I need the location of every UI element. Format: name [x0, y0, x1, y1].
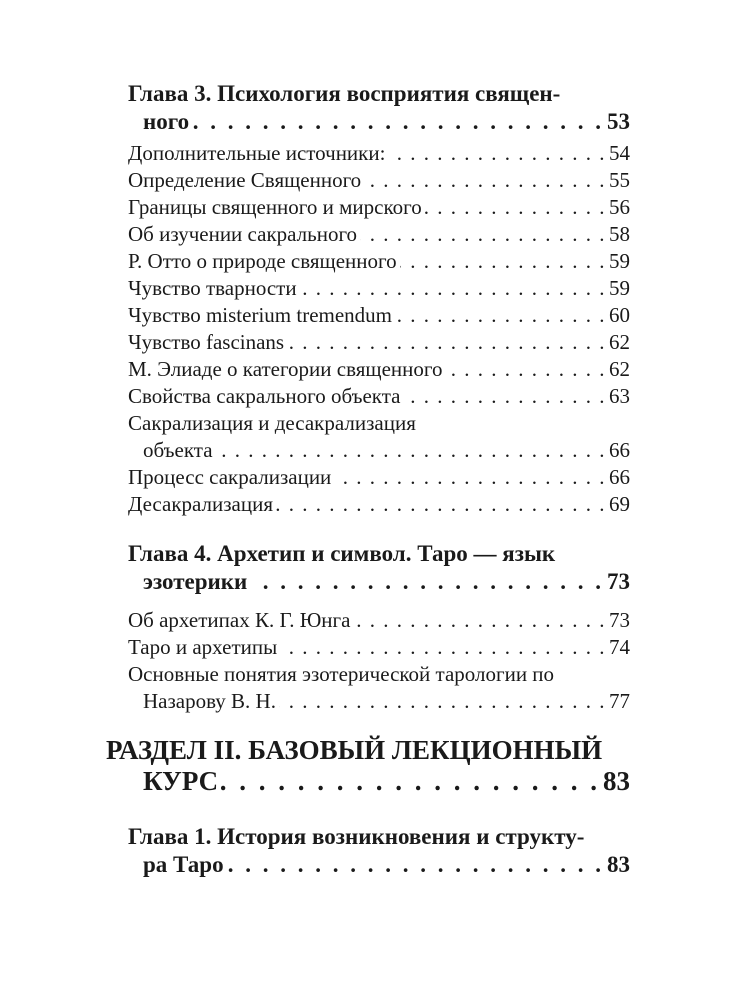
- toc-title: ра Таро: [143, 852, 224, 877]
- dot-leader: [388, 140, 606, 167]
- dot-leader: [425, 194, 606, 221]
- toc-page: 83: [607, 852, 630, 877]
- dot-leader: [360, 221, 606, 248]
- toc-entry[interactable]: [128, 221, 630, 248]
- toc-entry[interactable]: [128, 329, 630, 356]
- toc-title: Дополнительные источники:: [128, 141, 386, 165]
- dot-leader: [192, 108, 604, 136]
- dot-leader: [300, 275, 606, 302]
- toc-title: Глава 4. Архетип и символ. Таро — язык: [128, 541, 556, 566]
- toc-section-2[interactable]: [106, 735, 630, 797]
- toc-page: 66: [609, 465, 630, 489]
- toc-title: Границы священного и мирского: [128, 195, 422, 219]
- toc-entry[interactable]: [128, 491, 630, 518]
- dot-leader: [280, 634, 606, 661]
- dot-leader: [353, 607, 606, 634]
- toc-chapter-4-entries: [128, 607, 630, 715]
- toc-entry[interactable]: [128, 464, 630, 491]
- toc-page: 55: [609, 168, 630, 192]
- toc-title: КУРС: [143, 766, 219, 796]
- dot-leader: [276, 491, 606, 518]
- toc-title: Основные понятия эзотерической тарологии по: [128, 662, 555, 686]
- dot-leader: [250, 568, 604, 596]
- toc-entry-sacralization[interactable]: [128, 410, 630, 464]
- dot-leader: [279, 688, 606, 715]
- dot-leader: [364, 167, 606, 194]
- toc-page: 60: [609, 303, 630, 327]
- toc-title: Глава 1. История возникновения и структу-: [128, 824, 585, 849]
- toc-entry[interactable]: [128, 607, 630, 634]
- toc-entry[interactable]: [128, 140, 630, 167]
- toc-page: 83: [603, 766, 630, 796]
- toc-title: Глава 3. Психология восприятия священ-: [128, 81, 561, 106]
- toc-page: 56: [609, 195, 630, 219]
- dot-leader: [400, 248, 606, 275]
- toc-page: 54: [609, 141, 630, 165]
- toc-line: [128, 108, 630, 136]
- toc-title: Сакрализация и десакрализация: [128, 411, 416, 435]
- toc-entry[interactable]: [128, 167, 630, 194]
- dot-leader: [395, 302, 606, 329]
- toc-title: Десакрализация: [128, 492, 274, 516]
- toc-title: Об изучении сакрального: [128, 222, 358, 246]
- toc-page: 59: [609, 249, 630, 273]
- toc-entry[interactable]: [128, 248, 630, 275]
- toc-page: 62: [609, 330, 630, 354]
- dot-leader: [287, 329, 606, 356]
- toc-entry[interactable]: [128, 275, 630, 302]
- dot-leader: [216, 437, 606, 464]
- toc-title: Об архетипах К. Г. Юнга: [128, 608, 351, 632]
- toc-page: 59: [609, 276, 630, 300]
- toc-entry[interactable]: [128, 302, 630, 329]
- toc-entry-nazarov[interactable]: [128, 661, 630, 715]
- toc-entry[interactable]: [128, 383, 630, 410]
- toc-title: ного: [143, 109, 190, 134]
- toc-page: 73: [607, 569, 630, 594]
- toc-title: Определение Священного: [128, 168, 362, 192]
- toc-title: Назарову В. Н.: [143, 689, 276, 713]
- dot-leader: [227, 851, 604, 879]
- toc-page: 69: [609, 492, 630, 516]
- toc-entry[interactable]: [128, 634, 630, 661]
- toc-entry[interactable]: [128, 194, 630, 221]
- toc-title: М. Элиаде о категории священного: [128, 357, 443, 381]
- toc-page: 53: [607, 109, 630, 134]
- toc-page: 66: [609, 438, 630, 462]
- toc-chapter-3[interactable]: [128, 80, 630, 136]
- toc-title: Чувство тварности: [128, 276, 297, 300]
- dot-leader: [404, 383, 607, 410]
- toc-title: Чувство fascinans: [128, 330, 285, 354]
- toc-title: Р. Отто о природе священного: [128, 249, 397, 273]
- dot-leader: [221, 766, 600, 797]
- toc-line: [128, 80, 630, 108]
- toc-page: 77: [609, 689, 630, 713]
- toc-chapter-1[interactable]: [128, 823, 630, 879]
- toc-title: Процесс сакрализации: [128, 465, 332, 489]
- toc-title: объекта: [143, 438, 213, 462]
- toc-title: РАЗДЕЛ II. БАЗОВЫЙ ЛЕКЦИОННЫЙ: [106, 735, 603, 765]
- toc-page: 62: [609, 357, 630, 381]
- dot-leader: [334, 464, 606, 491]
- toc-title: эзотерики: [143, 569, 248, 594]
- toc-chapter-3-entries: [128, 140, 630, 518]
- toc-page: 73: [609, 608, 630, 632]
- toc-title: Чувство misterium tremendum: [128, 303, 393, 327]
- dot-leader: [445, 356, 606, 383]
- toc-title: Свойства сакрального объекта: [128, 384, 401, 408]
- toc-entry[interactable]: [128, 356, 630, 383]
- toc-chapter-4[interactable]: [128, 540, 630, 596]
- toc-title: Таро и архетипы: [128, 635, 278, 659]
- toc-page: 58: [609, 222, 630, 246]
- toc-page: 63: [609, 384, 630, 408]
- toc-page: 74: [609, 635, 630, 659]
